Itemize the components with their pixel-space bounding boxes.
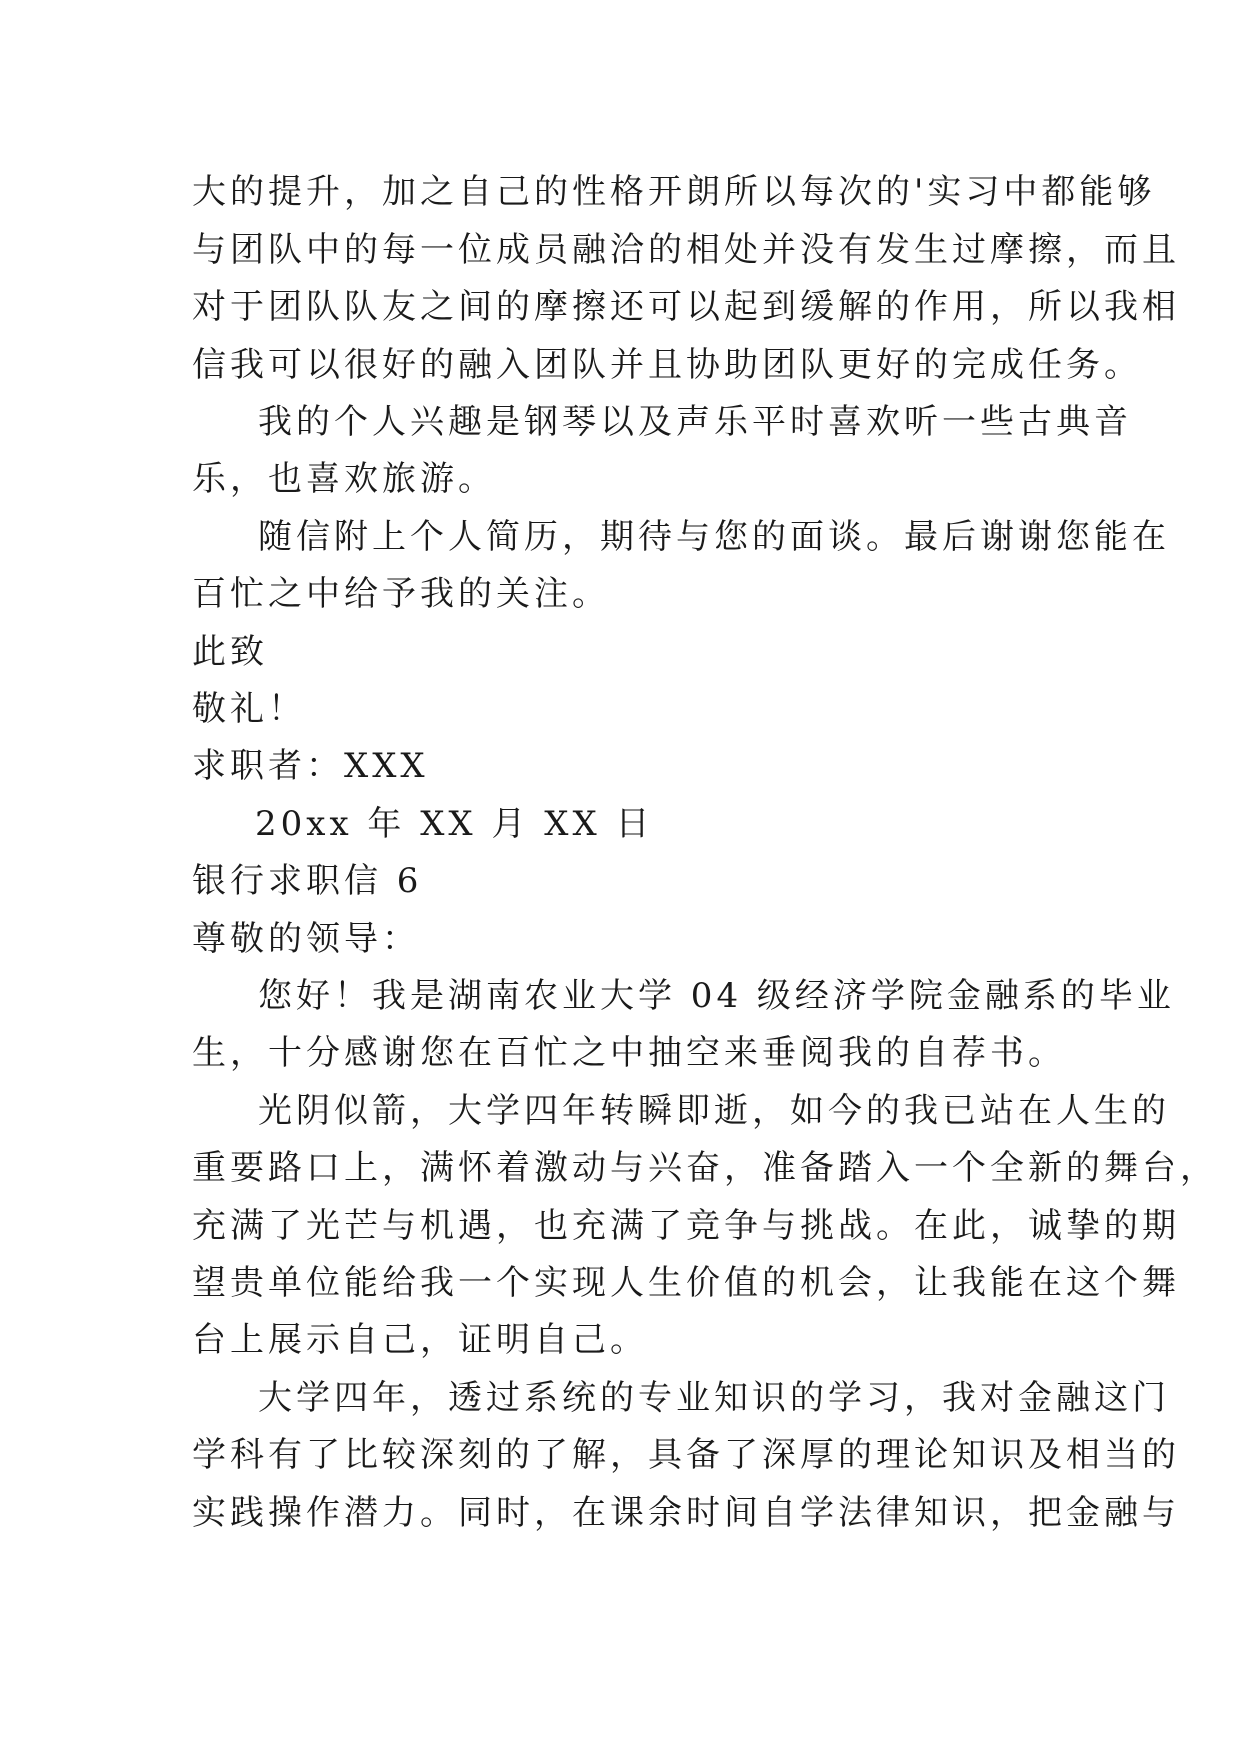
paragraph-line: 您好！我是湖南农业大学 04 级经济学院金融系的毕业: [258, 976, 1175, 1016]
paragraph-line: 大学四年，透过系统的专业知识的学习，我对金融这门: [258, 1378, 1170, 1418]
paragraph-line: 实践操作潜力。同时，在课余时间自学法律知识，把金融与: [192, 1493, 1180, 1533]
section-title: 银行求职信 6: [192, 861, 423, 901]
paragraph-line: 信我可以很好的融入团队并且协助团队更好的完成任务。: [192, 345, 1142, 385]
paragraph-line: 望贵单位能给我一个实现人生价值的机会，让我能在这个舞: [192, 1263, 1180, 1303]
paragraph-line: 台上展示自己，证明自己。: [192, 1320, 648, 1360]
date-line: 20xx 年 XX 月 XX 日: [255, 804, 654, 844]
paragraph-line: 重要路口上，满怀着激动与兴奋，准备踏入一个全新的舞台，: [192, 1148, 1218, 1188]
salutation-line: 敬礼！: [192, 689, 306, 729]
paragraph-line: 学科有了比较深刻的了解，具备了深厚的理论知识及相当的: [192, 1435, 1180, 1475]
paragraph-line: 生，十分感谢您在百忙之中抽空来垂阅我的自荐书。: [192, 1033, 1066, 1073]
paragraph-line: 百忙之中给予我的关注。: [192, 574, 610, 614]
signature-line: 求职者：XXX: [192, 746, 429, 786]
paragraph-line: 对于团队队友之间的摩擦还可以起到缓解的作用，所以我相: [192, 287, 1180, 327]
paragraph-line: 光阴似箭，大学四年转瞬即逝，如今的我已站在人生的: [258, 1091, 1170, 1131]
paragraph-line: 大的提升，加之自己的性格开朗所以每次的'实习中都能够: [192, 172, 1156, 212]
closing-line: 此致: [192, 632, 268, 672]
paragraph-line: 我的个人兴趣是钢琴以及声乐平时喜欢听一些古典音: [258, 402, 1132, 442]
paragraph-line: 乐，也喜欢旅游。: [192, 459, 496, 499]
greeting-line: 尊敬的领导：: [192, 919, 420, 959]
paragraph-line: 随信附上个人简历，期待与您的面谈。最后谢谢您能在: [258, 517, 1170, 557]
paragraph-line: 与团队中的每一位成员融洽的相处并没有发生过摩擦，而且: [192, 230, 1180, 270]
paragraph-line: 充满了光芒与机遇，也充满了竞争与挑战。在此，诚挚的期: [192, 1206, 1180, 1246]
